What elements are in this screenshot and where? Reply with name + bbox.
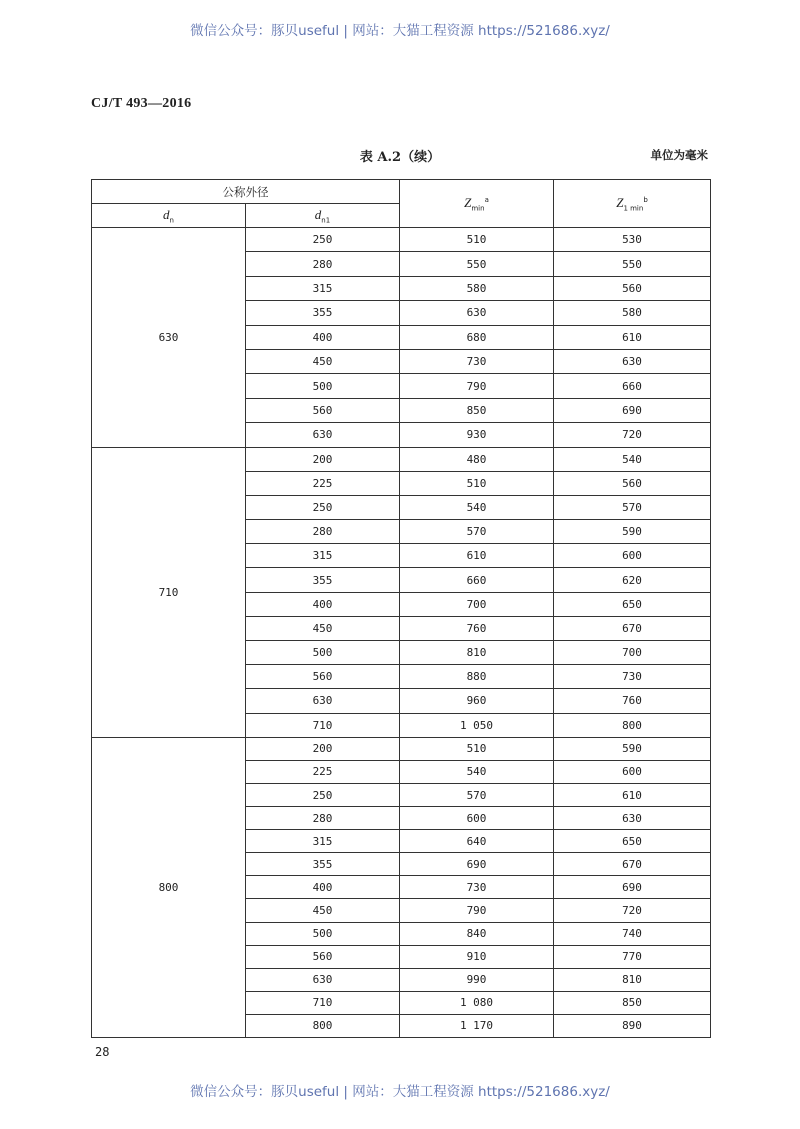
zmin-cell: 1 080 [400,991,554,1014]
z1min-cell: 690 [554,398,711,422]
zmin-cell: 1 050 [400,713,554,737]
dn1-cell: 355 [246,568,400,592]
z1min-cell: 610 [554,783,711,806]
zmin-cell: 510 [400,471,554,495]
z1min-cell: 890 [554,1014,711,1037]
zmin-cell: 610 [400,544,554,568]
z1min-cell: 540 [554,447,711,471]
z1min-cell: 650 [554,830,711,853]
dn1-cell: 315 [246,544,400,568]
z1min-cell: 620 [554,568,711,592]
dn1-cell: 800 [246,1014,400,1037]
z1min-cell: 670 [554,853,711,876]
dn1-cell: 355 [246,301,400,325]
z1min-cell: 660 [554,374,711,398]
z1min-cell: 720 [554,899,711,922]
z1min-cell: 760 [554,689,711,713]
z1min-cell: 560 [554,276,711,300]
watermark-top: 微信公众号：豚贝useful | 网站：大猫工程资源 https://521686.xyz/ [190,23,610,39]
z1min-cell: 600 [554,544,711,568]
dn-group-cell: 710 [92,447,246,737]
document-number: CJ/T 493—2016 [91,96,192,111]
z1min-footnote: b [643,196,648,205]
zmin-cell: 580 [400,276,554,300]
zmin-cell: 510 [400,737,554,760]
table-row [92,447,711,471]
z1min-cell: 530 [554,228,711,252]
z1min-symbol: Z [616,194,624,210]
dn1-cell: 315 [246,276,400,300]
dn1-cell: 630 [246,968,400,991]
z1min-cell: 700 [554,641,711,665]
dn-group-cell: 800 [92,737,246,1037]
zmin-cell: 930 [400,423,554,447]
page-number: 28 [95,1045,110,1059]
dn1-cell: 315 [246,830,400,853]
dn1-cell: 710 [246,713,400,737]
watermark-bottom: 微信公众号：豚贝useful | 网站：大猫工程资源 https://521686.xyz/ [190,1084,610,1100]
zmin-cell: 790 [400,374,554,398]
dn1-cell: 250 [246,783,400,806]
z1min-cell: 730 [554,665,711,689]
z1min-cell: 600 [554,760,711,783]
z1min-cell: 550 [554,252,711,276]
table-title: 表 A.2（续） [359,150,441,165]
table-row [92,228,711,252]
zmin-cell: 730 [400,876,554,899]
dn-subscript: n [169,216,174,225]
dn1-cell: 280 [246,520,400,544]
dn1-cell: 710 [246,991,400,1014]
table-row [92,737,711,760]
zmin-cell: 680 [400,325,554,349]
dn1-cell: 630 [246,689,400,713]
dn1-cell: 250 [246,495,400,519]
dn1-cell: 450 [246,899,400,922]
dn1-cell: 500 [246,374,400,398]
dn1-cell: 450 [246,616,400,640]
dn1-cell: 280 [246,252,400,276]
z1min-cell: 590 [554,520,711,544]
z1min-cell: 570 [554,495,711,519]
zmin-cell: 550 [400,252,554,276]
dn1-cell: 500 [246,641,400,665]
z1min-cell: 690 [554,876,711,899]
z1min-cell: 590 [554,737,711,760]
z1min-cell: 770 [554,945,711,968]
dn1-cell: 560 [246,665,400,689]
dn1-cell: 400 [246,876,400,899]
z1min-cell: 810 [554,968,711,991]
dn1-cell: 560 [246,398,400,422]
dn1-cell: 250 [246,228,400,252]
dn1-cell: 400 [246,592,400,616]
z1min-cell: 610 [554,325,711,349]
zmin-cell: 810 [400,641,554,665]
z1min-cell: 630 [554,807,711,830]
z1min-cell: 740 [554,922,711,945]
zmin-cell: 1 170 [400,1014,554,1037]
header-dn [92,204,246,228]
z1min-subscript: 1 min [623,204,644,213]
table-body [92,228,711,1038]
dn1-symbol: d [314,206,322,222]
zmin-cell: 660 [400,568,554,592]
zmin-cell: 760 [400,616,554,640]
header-nominal-outer-diameter: 公称外径 [92,180,400,204]
z1min-cell: 560 [554,471,711,495]
zmin-subscript: min [471,204,485,213]
zmin-cell: 540 [400,760,554,783]
z1min-cell: 650 [554,592,711,616]
dn1-cell: 280 [246,807,400,830]
zmin-cell: 850 [400,398,554,422]
z1min-cell: 800 [554,713,711,737]
zmin-cell: 880 [400,665,554,689]
zmin-cell: 630 [400,301,554,325]
dn1-cell: 355 [246,853,400,876]
zmin-cell: 480 [400,447,554,471]
dn1-cell: 500 [246,922,400,945]
z1min-cell: 630 [554,349,711,373]
dn1-cell: 450 [246,349,400,373]
dn1-cell: 400 [246,325,400,349]
zmin-cell: 700 [400,592,554,616]
zmin-cell: 990 [400,968,554,991]
zmin-footnote: a [484,196,489,205]
zmin-cell: 540 [400,495,554,519]
z1min-cell: 720 [554,423,711,447]
z1min-cell: 850 [554,991,711,1014]
dn1-cell: 560 [246,945,400,968]
zmin-cell: 960 [400,689,554,713]
zmin-cell: 510 [400,228,554,252]
zmin-cell: 690 [400,853,554,876]
header-zmin [400,180,554,228]
zmin-cell: 570 [400,783,554,806]
zmin-cell: 910 [400,945,554,968]
zmin-symbol: Z [464,194,472,210]
dn1-subscript: n1 [321,216,331,225]
dn1-cell: 200 [246,737,400,760]
dimension-table [91,179,711,1038]
dn-group-cell: 630 [92,228,246,448]
dn1-cell: 225 [246,471,400,495]
header-z1min [554,180,711,228]
dn1-cell: 225 [246,760,400,783]
dn1-cell: 200 [246,447,400,471]
zmin-cell: 570 [400,520,554,544]
z1min-cell: 580 [554,301,711,325]
zmin-cell: 640 [400,830,554,853]
dn-symbol: d [163,206,170,222]
z1min-cell: 670 [554,616,711,640]
dn1-cell: 630 [246,423,400,447]
zmin-cell: 840 [400,922,554,945]
zmin-cell: 600 [400,807,554,830]
header-dn1 [246,204,400,228]
zmin-cell: 730 [400,349,554,373]
zmin-cell: 790 [400,899,554,922]
unit-note: 单位为毫米 [650,148,708,162]
